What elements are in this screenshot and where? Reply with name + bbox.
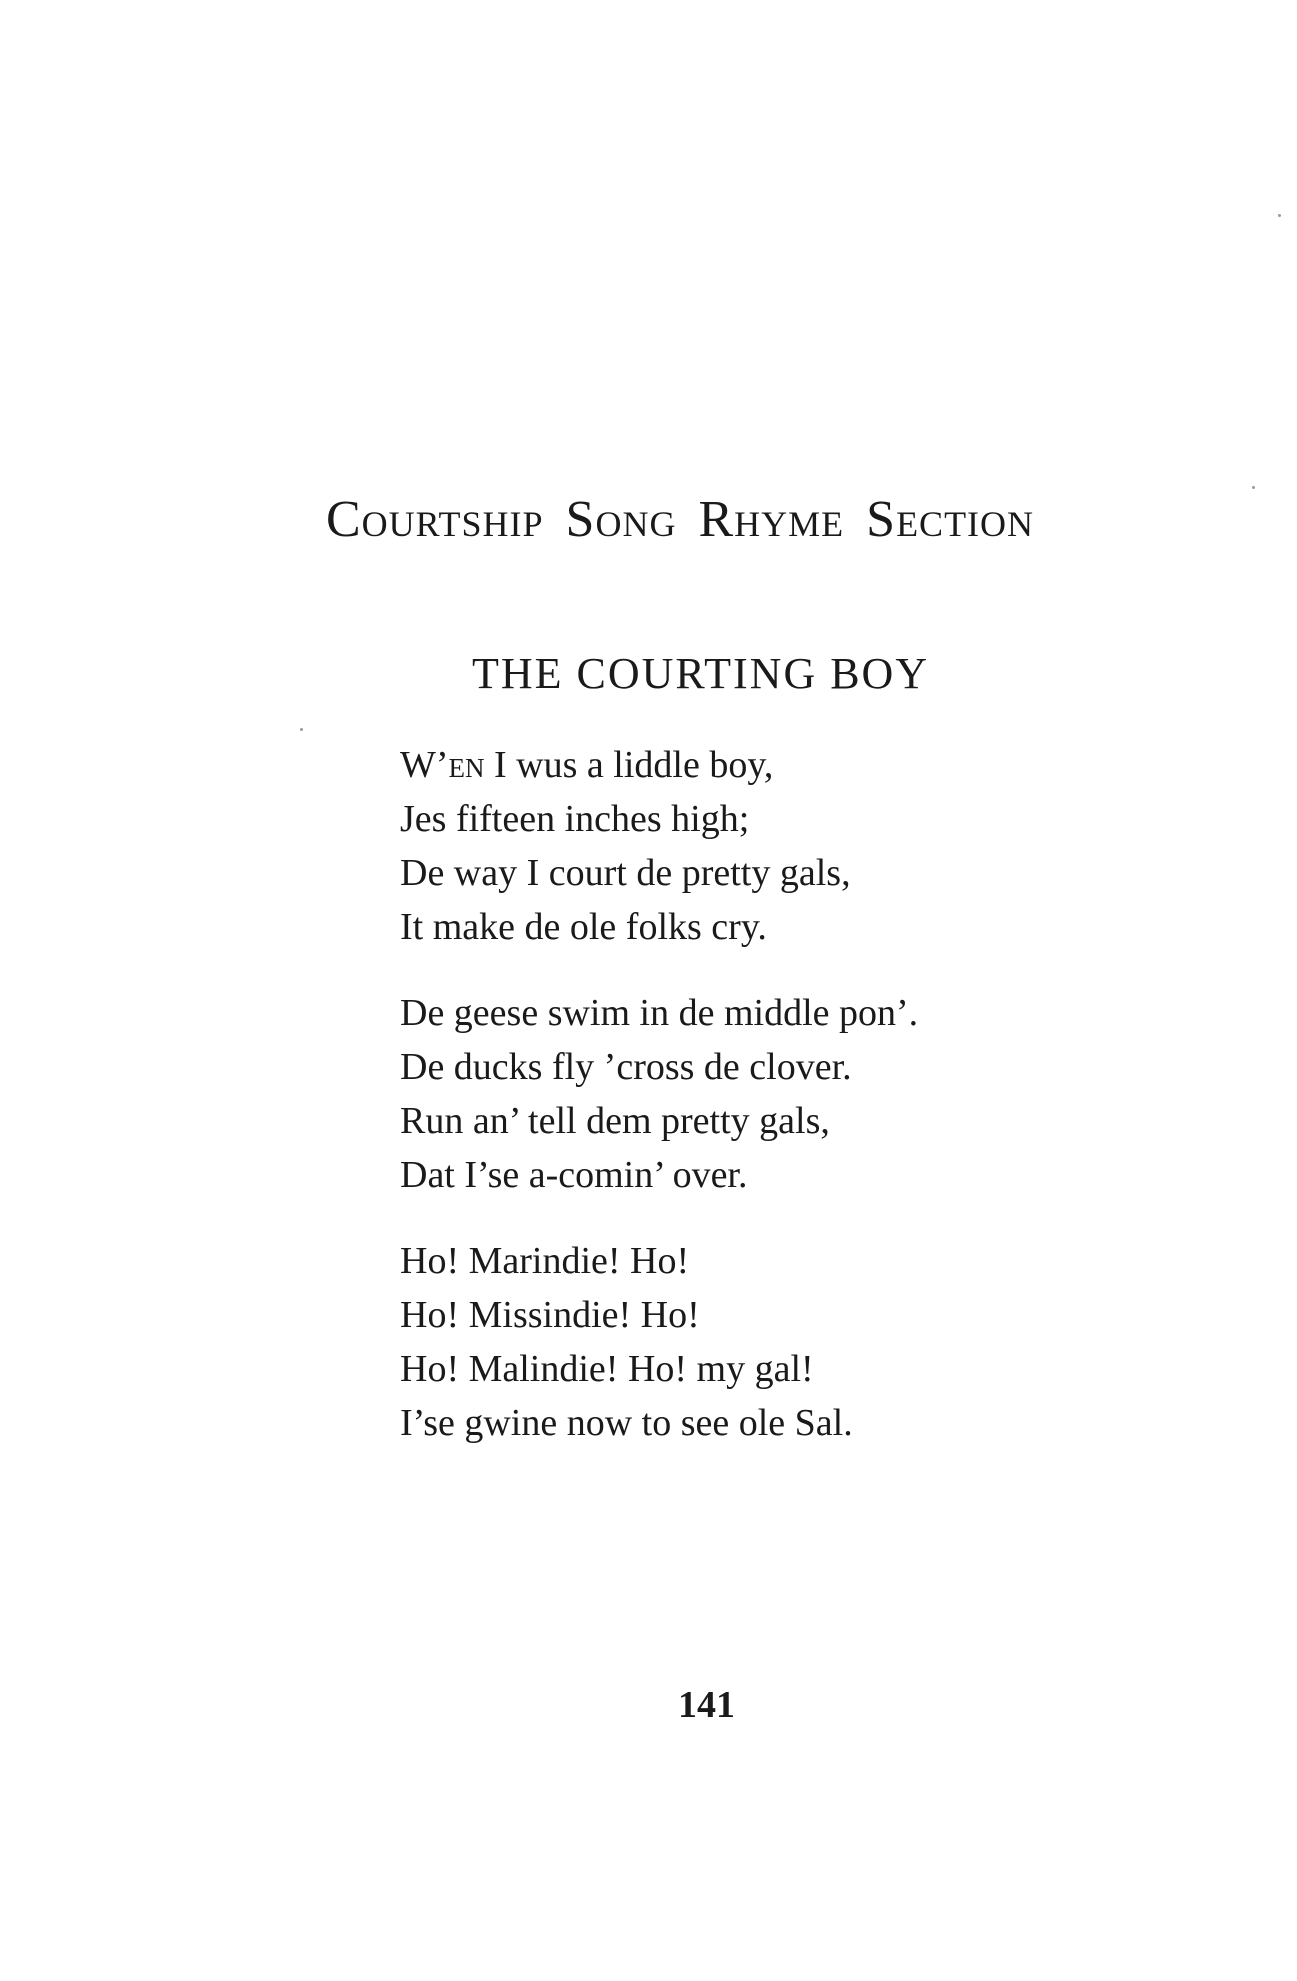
poem-line: De way I court de pretty gals, [400,852,851,894]
poem-line-smallcaps: en [448,744,485,786]
poem-line: Ho! Missindie! Ho! [400,1294,700,1336]
stanza-3 [400,1234,1020,1450]
poem-body [400,738,1020,1482]
poem-line: I’se gwine now to see ole Sal. [400,1402,853,1444]
stanza-1 [400,738,1020,954]
paper-speck [1278,214,1281,217]
stanza-2 [400,986,1020,1202]
poem-line: Dat I’se a-comin’ over. [400,1154,748,1196]
poem-line-rest: I wus a liddle boy, [484,744,774,786]
poem-line: De ducks fly ’cross de clover. [400,1046,852,1088]
poem-line: Jes fifteen inches high; [400,798,750,840]
poem-line [400,738,1020,792]
section-title: Courtship Song Rhyme Section [326,491,1035,548]
poem-line-dropcap: W’ [400,744,449,786]
poem-line: De geese swim in de middle pon’. [400,992,919,1034]
poem-line: Run an’ tell dem pretty gals, [400,1100,830,1142]
page-number: 141 [678,1684,735,1726]
poem-title: THE COURTING BOY [472,649,930,698]
poem-line: Ho! Marindie! Ho! [400,1240,690,1282]
poem-line: It make de ole folks cry. [400,906,767,948]
paper-speck [1252,486,1255,489]
paper-speck [300,728,303,731]
poem-line: Ho! Malindie! Ho! my gal! [400,1348,814,1390]
